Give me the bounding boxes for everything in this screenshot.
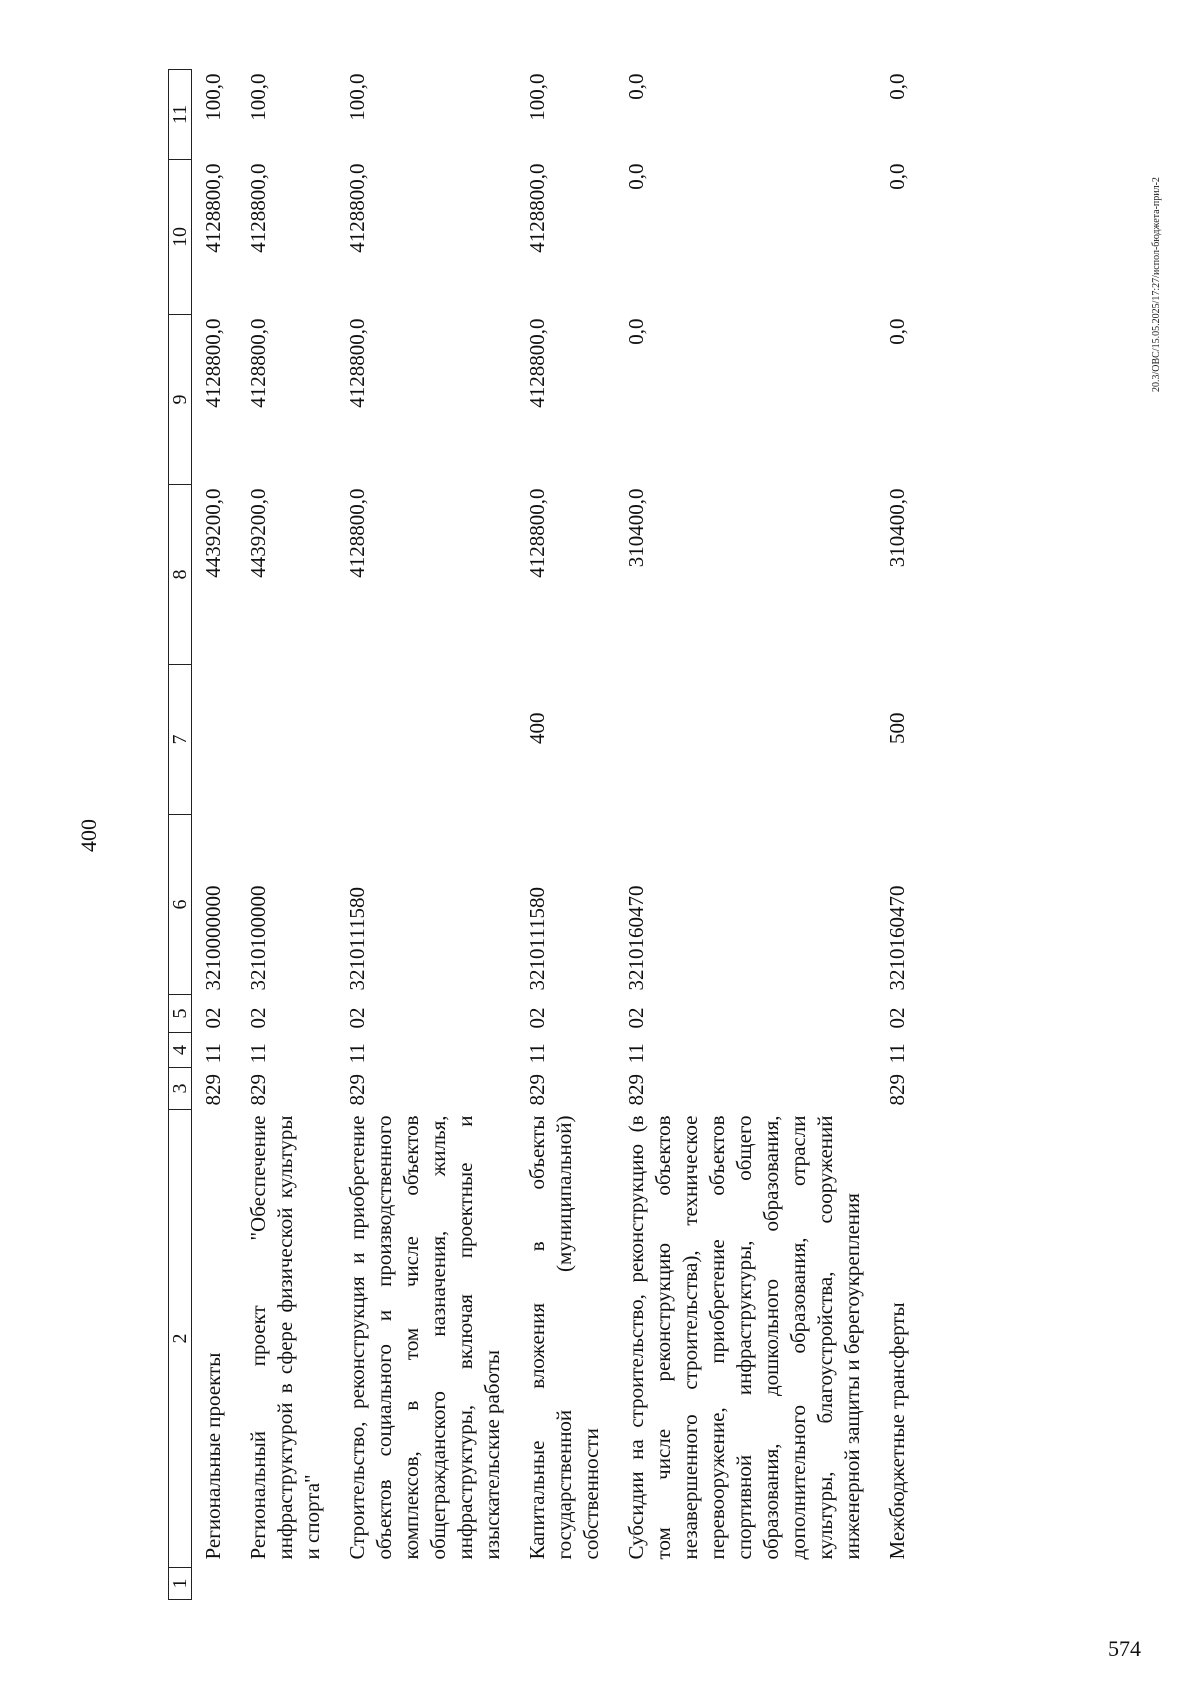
table-row [876,70,921,1600]
cell-col-8: 4439200,0 [246,488,270,578]
header-col-9: 9 [169,315,192,485]
header-col-4: 4 [169,1033,192,1068]
table-header [169,70,192,1600]
header-col-5: 5 [169,995,192,1033]
cell-col-5: 02 [525,1007,549,1029]
table-header-row [169,70,192,1600]
cell-col-10: 0,0 [624,163,648,190]
cell-col-8: 4128800,0 [525,488,549,578]
cell-col-1 [336,1568,516,1600]
cell-col-1 [615,1568,876,1600]
cell-col-11: 100,0 [246,73,270,121]
cell-col-6: 3210000000 [201,885,225,991]
cell-col-8: 310400,0 [885,488,909,568]
rotated-table-container [168,70,1048,1600]
cell-name: Строительство, реконструкция и приобретение объектов социального и производственного комплексов, в том числе объектов общегражданского назначения, жилья, инфраструктуры, включая проектные и изыскательские работы [345,1115,504,1560]
table-row [237,70,336,1600]
cell-name: Капитальные вложения в объекты государственной (муниципальной) собственности [525,1115,603,1560]
cell-col-4: 11 [885,1043,909,1064]
cell-col-3: 829 [345,1074,369,1106]
cell-col-10: 4128800,0 [246,163,270,253]
cell-col-7: 400 [525,712,549,744]
cell-col-5: 02 [624,1007,648,1029]
table-row [192,70,238,1600]
cell-col-10: 4128800,0 [345,163,369,253]
cell-col-8: 4439200,0 [201,488,225,578]
cell-col-4: 11 [525,1043,549,1064]
header-col-11: 11 [169,70,192,160]
cell-col-9: 4128800,0 [246,318,270,408]
cell-col-8: 310400,0 [624,488,648,568]
cell-col-7 [237,665,336,815]
page-number-top: 400 [76,819,101,852]
cell-col-11: 100,0 [201,73,225,121]
cell-col-9: 0,0 [624,318,648,345]
cell-name: Субсидии на строительство, реконструкцию (в том числе реконструкцию объектов незавершенного строительства), техническое перевооружение, приобретение объектов спортивной инфраструктуры, общего образования, дошкольного образования, дополнительного образования, отрасли культуры, благоустройства, сооружений инженерной защиты и берегоукрепления [624,1115,864,1560]
cell-col-6: 3210111580 [345,887,369,991]
cell-col-10: 0,0 [885,163,909,190]
cell-name: Региональный проект "Обеспечение инфраструктурой в сфере физической культуры и спорта" [246,1115,324,1560]
cell-col-10: 4128800,0 [201,163,225,253]
header-col-2: 2 [169,1110,192,1568]
table-row [516,70,615,1600]
cell-col-4: 11 [345,1043,369,1064]
cell-col-3: 829 [525,1074,549,1106]
cell-col-8: 4128800,0 [345,488,369,578]
cell-col-11: 100,0 [525,73,549,121]
cell-col-1 [237,1568,336,1600]
cell-col-6: 3210100000 [246,885,270,991]
cell-col-9: 4128800,0 [201,318,225,408]
cell-col-5: 02 [201,1007,225,1029]
page-number-bottom: 574 [1108,1636,1141,1661]
cell-col-3: 829 [885,1074,909,1106]
cell-col-5: 02 [345,1007,369,1029]
cell-col-7 [615,665,876,815]
cell-col-4: 11 [624,1043,648,1064]
header-col-6: 6 [169,815,192,995]
header-col-10: 10 [169,160,192,315]
cell-col-3: 829 [246,1074,270,1106]
cell-col-6: 3210160470 [885,885,909,991]
cell-col-4: 11 [201,1043,225,1064]
cell-col-7: 500 [885,712,909,744]
cell-col-5: 02 [885,1007,909,1029]
cell-col-11: 0,0 [624,73,648,100]
cell-col-11: 100,0 [345,73,369,121]
cell-col-1 [516,1568,615,1600]
cell-col-1 [192,1568,238,1600]
cell-col-1 [876,1568,921,1600]
cell-col-10: 4128800,0 [525,163,549,253]
cell-col-3: 829 [624,1074,648,1106]
header-col-8: 8 [169,485,192,665]
header-col-3: 3 [169,1068,192,1110]
header-col-7: 7 [169,665,192,815]
cell-col-6: 3210111580 [525,887,549,991]
cell-col-4: 11 [246,1043,270,1064]
table-body [192,70,922,1600]
cell-col-7 [336,665,516,815]
table-row [615,70,876,1600]
cell-col-6: 3210160470 [624,885,648,991]
cell-col-7 [192,665,238,815]
cell-name: Межбюджетные трансферты [885,1302,909,1560]
budget-table [168,69,921,1600]
cell-col-3: 829 [201,1074,225,1106]
cell-col-5: 02 [246,1007,270,1029]
cell-col-9: 0,0 [885,318,909,345]
cell-col-11: 0,0 [885,73,909,100]
cell-name: Региональные проекты [201,1352,225,1560]
header-col-1: 1 [169,1568,192,1600]
cell-col-9: 4128800,0 [525,318,549,408]
table-row [336,70,516,1600]
footer-document-code: 20.3/OBC/15.05.2025/17:27/испол-бюджета-прил-2 [1151,177,1162,392]
cell-col-9: 4128800,0 [345,318,369,408]
